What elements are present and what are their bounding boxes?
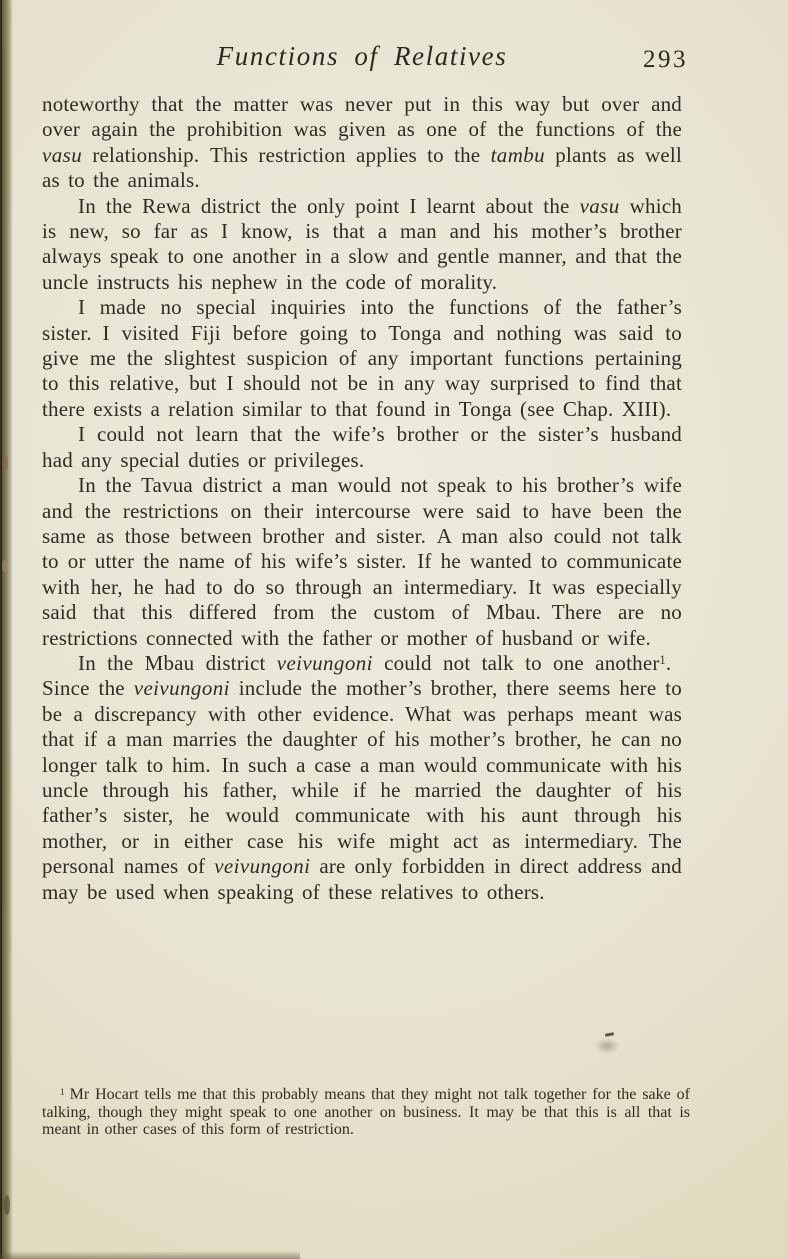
- footnote-text: Mr Hocart tells me that this probably means that they might not talk together for the sake of talking, though they might speak to one another on business. It may be that this is all that is meant in other cases of this form of restriction.: [42, 1086, 690, 1139]
- text-run: include the mother’s brother, there seems here to be a discrepancy with other evidence. What was perhaps meant was that if a man marries the daughter of his mother’s brother, he can no longer talk to him. In such a case a man would communicate with his uncle through his father, while if he married the daughter of his father’s sister, he would communicate with his aunt through his mother, or in either case his wife might act as intermediary. The personal names of: [42, 676, 682, 879]
- text-run: could not talk to one another: [372, 650, 660, 675]
- ink-mark: [605, 1032, 614, 1037]
- foreign-term: vasu: [42, 142, 83, 167]
- footnote-marker: 1: [60, 1088, 65, 1098]
- paragraph: [42, 651, 682, 905]
- foreign-term: tambu: [490, 142, 546, 167]
- body-text: [42, 92, 682, 905]
- spine-blemish: [4, 1195, 10, 1215]
- page-title: Functions of Relatives: [216, 41, 508, 71]
- paragraph: [42, 422, 682, 473]
- text-run: which is new, so far as I know, is that a man and his mother’s brother always speak to one another in a slow and gentle manner, and that the uncle instructs his nephew in the code of morality.: [42, 193, 682, 294]
- running-head: [42, 41, 688, 81]
- spine-blemish: [2, 560, 7, 572]
- text-run: . Since the: [42, 650, 682, 701]
- paragraph: [42, 92, 682, 194]
- foreign-term: veivungoni: [214, 854, 311, 879]
- ink-smudge: [594, 1038, 620, 1054]
- paragraph: [42, 194, 682, 296]
- page-number: 293: [643, 46, 688, 73]
- spine-blemish: [3, 455, 8, 471]
- text-run: In the Rewa district the only point I learnt about the: [78, 193, 580, 218]
- text-run: In the Tavua district a man would not speak to his brother’s wife and the restrictions on their intercourse were said to have been the same as those between brother and sister. A man also could not talk to or utter the name of his wife’s sister. If he wanted to communicate with her, he had to do so through an intermediary. It was especially said that this differed from the custom of Mbau. There are no restrictions connected with the father or mother of husband or wife.: [42, 473, 682, 650]
- text-run: plants as well as to the animals.: [42, 142, 682, 193]
- text-run: relationship. This restriction applies to the: [82, 142, 491, 167]
- foreign-term: vasu: [579, 193, 620, 218]
- text-run: I made no special inquiries into the functions of the father’s sister. I visited Fiji before going to Tonga and nothing was said to give me the slightest suspicion of any important functions pertaining to this relative, but I should not be in any way surprised to find that there exists a relation similar to that found in Tonga (see Chap. XIII).: [42, 295, 682, 421]
- text-run: I could not learn that the wife’s brother or the sister’s husband had any special duties or privileges.: [42, 422, 682, 472]
- page-foot-shadow: [0, 1251, 300, 1259]
- paragraph: [42, 295, 682, 422]
- text-run: In the Mbau district: [78, 650, 277, 675]
- text-run: noteworthy that the matter was never put in this way but over and over again the prohibition was given as one of the functions of the: [42, 92, 682, 142]
- foreign-term: veivungoni: [133, 676, 230, 701]
- paragraph: [42, 473, 682, 651]
- text-run: are only forbidden in direct address and may be used when speaking of these relatives to others.: [42, 854, 682, 904]
- footnote-reference: 1: [659, 652, 666, 667]
- book-spine-edge: [0, 0, 13, 1259]
- footnote: [42, 1086, 690, 1139]
- foreign-term: veivungoni: [276, 650, 373, 675]
